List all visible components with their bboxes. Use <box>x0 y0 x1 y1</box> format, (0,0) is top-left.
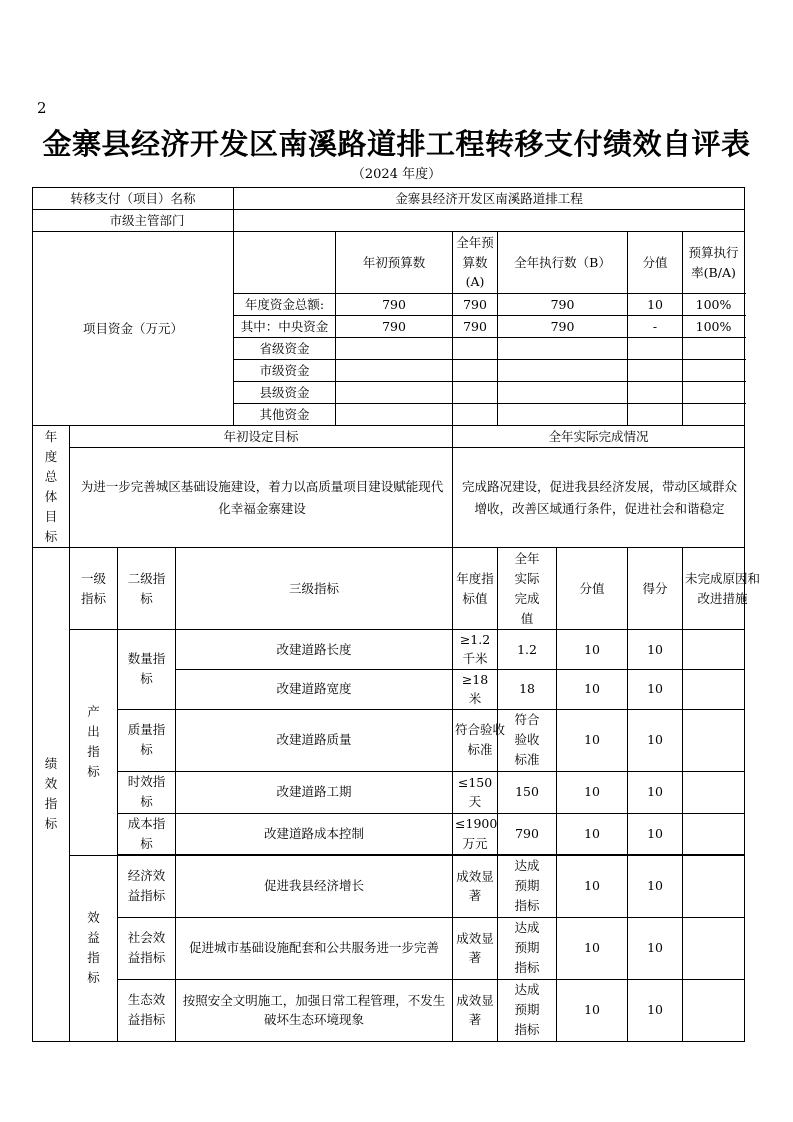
indicators-col-score-value: 分值 <box>557 548 628 630</box>
reason-cell <box>683 979 745 1041</box>
indicators-col-level1: 一级指标 <box>70 548 118 630</box>
indicator-row <box>33 771 745 813</box>
funds-row-name: 其中：中央资金 <box>234 316 336 338</box>
actual-cell: 790 <box>498 813 557 854</box>
level2-economic: 经济效益指标 <box>118 855 176 917</box>
score-cell: 10 <box>628 669 683 709</box>
indicator-row <box>33 630 745 670</box>
reason-cell <box>683 855 745 917</box>
indicator-row <box>33 813 745 854</box>
funds-row-annual <box>453 338 498 360</box>
funds-row-annual <box>453 382 498 404</box>
funds-row-score-value: 10 <box>628 294 683 316</box>
level1-effect: 效益指标 <box>70 855 118 1041</box>
funds-row-name: 省级资金 <box>234 338 336 360</box>
actual-cell: 符合验收标准 <box>498 709 557 771</box>
level2-quality: 质量指标 <box>118 709 176 771</box>
funds-row-annual: 790 <box>453 316 498 338</box>
level2-quantity: 数量指标 <box>118 630 176 710</box>
score-cell: 10 <box>628 979 683 1041</box>
funds-row-score-value <box>628 360 683 382</box>
indicator-row <box>33 709 745 771</box>
funds-col-rate: 预算执行率(B/A) <box>683 232 745 294</box>
actual-cell: 18 <box>498 669 557 709</box>
score-value-cell: 10 <box>557 917 628 979</box>
funds-row-score-value <box>628 404 683 426</box>
target-cell: 成效显著 <box>453 917 498 979</box>
funds-row-initial <box>336 338 453 360</box>
level2-cost: 成本指标 <box>118 813 176 854</box>
target-cell: ≥1.2千米 <box>453 630 498 670</box>
funds-row-score-value <box>628 338 683 360</box>
score-value-cell: 10 <box>557 979 628 1041</box>
funds-row-annual <box>453 360 498 382</box>
score-value-cell: 10 <box>557 771 628 813</box>
funds-row-rate <box>683 338 745 360</box>
actual-cell: 150 <box>498 771 557 813</box>
funds-row-initial <box>336 382 453 404</box>
funds-row-rate <box>683 360 745 382</box>
goals-initial-header: 年初设定目标 <box>70 426 453 448</box>
level1-output: 产出指标 <box>70 630 118 856</box>
funds-row-executed <box>498 404 628 426</box>
reason-cell <box>683 709 745 771</box>
goals-actual-text: 完成路况建设，促进我县经济发展，带动区域群众增收，改善区域通行条件，促进社会和谐稳定 <box>453 448 745 548</box>
department-row <box>33 210 745 232</box>
score-value-cell: 10 <box>557 855 628 917</box>
indicators-col-level2: 二级指标 <box>118 548 176 630</box>
indicator-row <box>33 979 745 1041</box>
funds-row-executed: 790 <box>498 316 628 338</box>
funds-row-executed <box>498 382 628 404</box>
funds-row-score-value: - <box>628 316 683 338</box>
funds-row-rate <box>683 382 745 404</box>
indicators-col-actual: 全年实际完成值 <box>498 548 557 630</box>
indicator-row <box>33 855 745 917</box>
level2-timeliness: 时效指标 <box>118 771 176 813</box>
indicators-col-target: 年度指标值 <box>453 548 498 630</box>
target-cell: 成效显著 <box>453 855 498 917</box>
funds-name-header <box>234 232 336 294</box>
actual-cell: 达成预期指标 <box>498 917 557 979</box>
actual-cell: 1.2 <box>498 630 557 670</box>
funds-row-initial <box>336 404 453 426</box>
funds-col-score-value: 分值 <box>628 232 683 294</box>
indicators-col-reason: 未完成原因和改进措施 <box>683 548 745 630</box>
score-cell: 10 <box>628 630 683 670</box>
funds-row-name: 年度资金总额: <box>234 294 336 316</box>
level3-cell: 改建道路宽度 <box>176 669 453 709</box>
funds-col-executed: 全年执行数（B） <box>498 232 628 294</box>
report-year: （2024 年度） <box>351 167 442 182</box>
score-cell: 10 <box>628 771 683 813</box>
funds-label: 项目资金（万元） <box>33 232 234 426</box>
funds-row-rate <box>683 404 745 426</box>
level3-cell: 促进城市基础设施配套和公共服务进一步完善 <box>176 917 453 979</box>
department-label: 市级主管部门 <box>33 210 234 232</box>
target-cell: ≤150 天 <box>453 771 498 813</box>
funds-row-executed: 790 <box>498 294 628 316</box>
target-cell: 成效显著 <box>453 979 498 1041</box>
score-value-cell: 10 <box>557 669 628 709</box>
funds-row-name: 其他资金 <box>234 404 336 426</box>
page-number: 2 <box>37 99 47 117</box>
funds-row-rate: 100% <box>683 316 745 338</box>
goals-initial-text: 为进一步完善城区基础设施建设，着力以高质量项目建设赋能现代化幸福金寨建设 <box>70 448 453 548</box>
indicator-row <box>33 917 745 979</box>
reason-cell <box>683 771 745 813</box>
project-name-value: 金寨县经济开发区南溪路道排工程 <box>234 188 745 210</box>
indicators-col-level3: 三级指标 <box>176 548 453 630</box>
goals-actual-header: 全年实际完成情况 <box>453 426 745 448</box>
score-value-cell: 10 <box>557 630 628 670</box>
funds-row-name: 县级资金 <box>234 382 336 404</box>
score-value-cell: 10 <box>557 813 628 854</box>
funds-row-initial <box>336 360 453 382</box>
indicators-header-row <box>33 548 745 630</box>
goals-text-row <box>33 448 745 548</box>
level3-cell: 改建道路成本控制 <box>176 813 453 854</box>
funds-row-initial: 790 <box>336 316 453 338</box>
funds-col-annual: 全年预算数(A) <box>453 232 498 294</box>
actual-cell: 达成预期指标 <box>498 855 557 917</box>
target-cell: 符合验收标准 <box>453 709 498 771</box>
level2-social: 社会效益指标 <box>118 917 176 979</box>
target-cell: ≥18 米 <box>453 669 498 709</box>
level3-cell: 促进我县经济增长 <box>176 855 453 917</box>
funds-row-score-value <box>628 382 683 404</box>
reason-cell <box>683 669 745 709</box>
funds-col-initial: 年初预算数 <box>336 232 453 294</box>
reason-cell <box>683 630 745 670</box>
funds-row-executed <box>498 338 628 360</box>
level3-cell: 改建道路长度 <box>176 630 453 670</box>
score-value-cell: 10 <box>557 709 628 771</box>
level3-cell: 改建道路质量 <box>176 709 453 771</box>
funds-row-executed <box>498 360 628 382</box>
indicators-col-score: 得分 <box>628 548 683 630</box>
funds-header-row <box>33 232 745 294</box>
funds-row-initial: 790 <box>336 294 453 316</box>
page-title: 金寨县经济开发区南溪路道排工程转移支付绩效自评表 <box>42 127 751 161</box>
project-name-row <box>33 188 745 210</box>
department-value <box>234 210 745 232</box>
score-cell: 10 <box>628 855 683 917</box>
self-evaluation-table <box>32 187 761 1042</box>
indicators-label: 绩效指标 <box>33 548 70 1042</box>
level2-ecological: 生态效益指标 <box>118 979 176 1041</box>
funds-row-name: 市级资金 <box>234 360 336 382</box>
level3-cell: 按照安全文明施工，加强日常工程管理，不发生破坏生态环境现象 <box>176 979 453 1041</box>
reason-cell <box>683 917 745 979</box>
funds-row-rate: 100% <box>683 294 745 316</box>
actual-cell: 达成预期指标 <box>498 979 557 1041</box>
project-name-label: 转移支付（项目）名称 <box>33 188 234 210</box>
score-cell: 10 <box>628 917 683 979</box>
funds-row-annual: 790 <box>453 294 498 316</box>
funds-row-annual <box>453 404 498 426</box>
goals-label: 年度总体目标 <box>33 426 70 548</box>
target-cell: ≤1900 万元 <box>453 813 498 854</box>
score-cell: 10 <box>628 709 683 771</box>
goals-header-row <box>33 426 745 448</box>
level3-cell: 改建道路工期 <box>176 771 453 813</box>
reason-cell <box>683 813 745 854</box>
score-cell: 10 <box>628 813 683 854</box>
